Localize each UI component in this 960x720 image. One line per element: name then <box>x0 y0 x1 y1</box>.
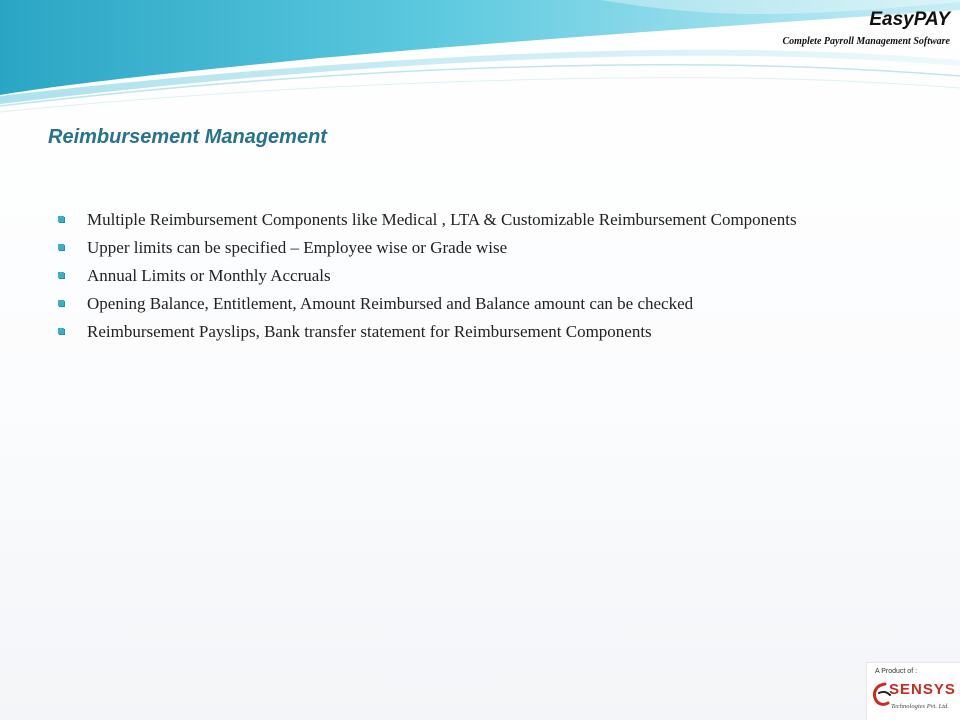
logo-product-of: A Product of : <box>875 668 918 675</box>
logo-company-name: SENSYS <box>889 681 956 698</box>
bullet-list <box>58 208 878 348</box>
square-bullet-icon <box>58 244 64 250</box>
square-bullet-icon <box>58 300 64 306</box>
brand-title: EasyPAY <box>869 9 950 30</box>
company-logo <box>866 662 960 720</box>
bullet-text: Multiple Reimbursement Components like Medical , LTA & Customizable Reimbursement Components <box>87 210 797 229</box>
logo-company-sub: Technologies Pvt. Ltd. <box>891 703 949 710</box>
bullet-item <box>58 320 878 344</box>
bullet-text: Reimbursement Payslips, Bank transfer statement for Reimbursement Components <box>87 322 652 341</box>
bullet-text: Annual Limits or Monthly Accruals <box>87 266 331 285</box>
bullet-text: Upper limits can be specified – Employee wise or Grade wise <box>87 238 508 257</box>
bullet-item <box>58 292 878 316</box>
square-bullet-icon <box>58 328 64 334</box>
square-bullet-icon <box>58 272 64 278</box>
bullet-item <box>58 236 878 260</box>
brand-subtitle: Complete Payroll Management Software <box>782 36 950 47</box>
brand-block <box>783 8 951 49</box>
bullet-item <box>58 208 878 232</box>
bullet-item <box>58 264 878 288</box>
square-bullet-icon <box>58 216 64 222</box>
slide-title: Reimbursement Management <box>48 126 327 148</box>
bullet-text: Opening Balance, Entitlement, Amount Reimbursed and Balance amount can be checked <box>87 294 694 313</box>
